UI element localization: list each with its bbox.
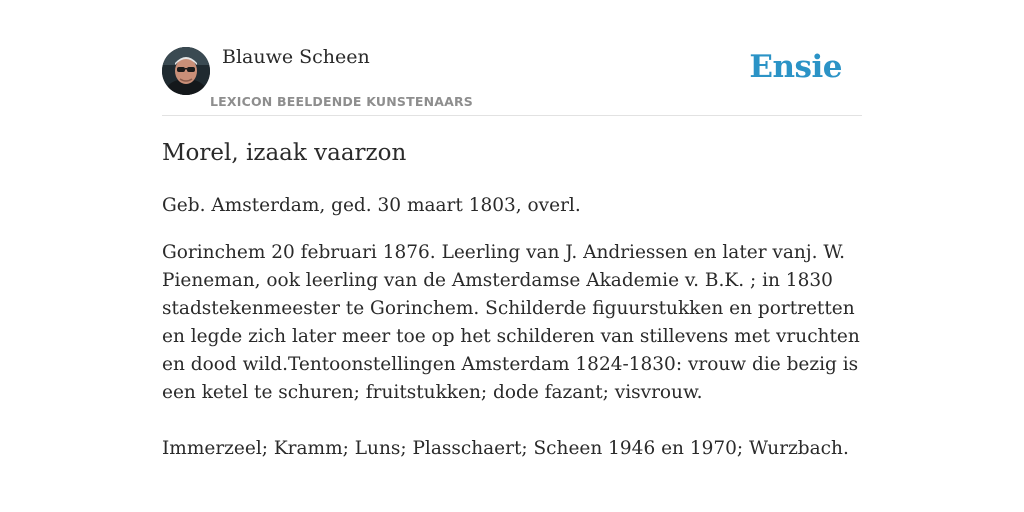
author-avatar[interactable]: [162, 47, 210, 95]
brand-logo[interactable]: Ensie: [749, 49, 842, 85]
article-paragraph: Immerzeel; Kramm; Luns; Plasschaert; Scheen 1946 en 1970; Wurzbach.: [162, 438, 849, 459]
category-label[interactable]: LEXICON BEELDENDE KUNSTENAARS: [210, 94, 474, 109]
article-title: Morel, izaak vaarzon: [162, 140, 407, 166]
author-name[interactable]: Blauwe Scheen: [222, 46, 370, 68]
content-container: [162, 0, 862, 459]
avatar-photo-icon: [162, 47, 210, 95]
article-paragraph: Gorinchem 20 februari 1876. Leerling van J. Andriessen en later vanj. W. Pieneman, ook leerling van de Amsterdamse Akademie v. B.K. ; in 1830 stadstekenmeester te Gorinchem. Schilderde figuurstukken en portretten en legde zich later meer toe op het schilderen van stillevens met vruchten en dood wild.Tentoonstellingen Amsterdam 1824-1830: vrouw die bezig is een ketel te schuren; fruitstukken; dode fazant; visvrouw.: [162, 242, 860, 403]
article-paragraph: Geb. Amsterdam, ged. 30 maart 1803, overl.: [162, 195, 581, 216]
header: [162, 0, 862, 116]
